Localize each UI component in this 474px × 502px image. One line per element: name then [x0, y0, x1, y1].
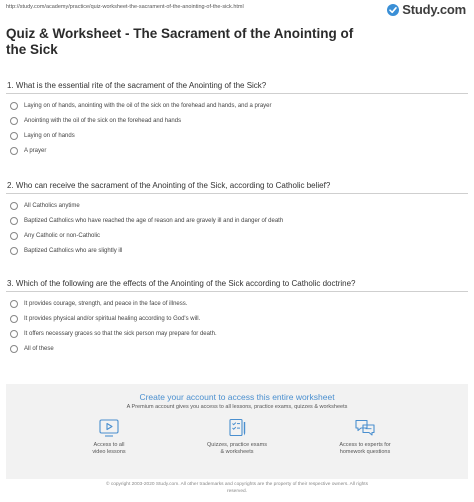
question-2-text: 2. Who can receive the sacrament of the Anointing of the Sick, according to Catholic belief? [7, 181, 331, 190]
question-3-option-4[interactable] [6, 341, 468, 356]
divider [6, 193, 468, 194]
option-label: Laying on of hands [24, 132, 75, 139]
radio-button[interactable] [10, 202, 18, 210]
question-1-option-4[interactable] [6, 143, 468, 158]
option-label: Baptized Catholics who are slightly ill [24, 247, 123, 254]
radio-button[interactable] [10, 147, 18, 155]
quizzes-worksheets-icon [226, 418, 248, 438]
radio-button[interactable] [10, 315, 18, 323]
feature-experts [330, 418, 400, 456]
logo-text: Study.com [402, 2, 466, 17]
question-2-option-4[interactable] [6, 243, 468, 258]
feature-label: Access to all video lessons [92, 442, 126, 455]
option-label: It offers necessary graces so that the sick person may prepare for death. [24, 330, 217, 337]
option-label: It provides courage, strength, and peace in the face of illness. [24, 300, 188, 307]
question-2-option-1[interactable] [6, 198, 468, 213]
radio-button[interactable] [10, 132, 18, 140]
option-label: It provides physical and/or spiritual healing according to God's will. [24, 315, 201, 322]
radio-button[interactable] [10, 300, 18, 308]
option-label: Any Catholic or non-Catholic [24, 232, 101, 239]
option-label: All Catholics anytime [24, 202, 80, 209]
premium-description: A Premium account gives you access to all lessons, practice exams, quizzes & worksheets [126, 404, 348, 410]
radio-button[interactable] [10, 102, 18, 110]
question-2-option-2[interactable] [6, 213, 468, 228]
study-logo-icon [387, 4, 399, 16]
question-3-option-2[interactable] [6, 311, 468, 326]
radio-button[interactable] [10, 217, 18, 225]
study-logo[interactable] [387, 2, 466, 17]
feature-label: Access to experts for homework questions [339, 442, 391, 455]
option-label: All of these [24, 345, 54, 352]
page-title: Quiz & Worksheet - The Sacrament of the Anointing of the Sick [6, 26, 354, 57]
copyright-line-2: reserved. [227, 489, 247, 494]
radio-button[interactable] [10, 330, 18, 338]
option-label: Laying on of hands, anointing with the oil of the sick on the forehead and hands, and a prayer [24, 102, 272, 109]
copyright-footer [0, 481, 474, 495]
question-2-option-3[interactable] [6, 228, 468, 243]
radio-button[interactable] [10, 345, 18, 353]
question-1-text: 1. What is the essential rite of the sacrament of the Anointing of the Sick? [7, 81, 267, 90]
radio-button[interactable] [10, 247, 18, 255]
question-1 [6, 79, 468, 158]
feature-label: Quizzes, practice exams & worksheets [207, 442, 267, 455]
feature-list [6, 418, 468, 456]
radio-button[interactable] [10, 117, 18, 125]
question-1-option-3[interactable] [6, 128, 468, 143]
question-2 [6, 179, 468, 258]
create-account-panel [6, 384, 468, 479]
divider [6, 93, 468, 94]
option-label: Anointing with the oil of the sick on the forehead and hands [24, 117, 182, 124]
question-3 [6, 277, 468, 356]
url-bar: http://study.com/academy/practice/quiz-worksheet-the-sacrament-of-the-anointing-of-the-sick.html [6, 4, 244, 10]
question-3-option-3[interactable] [6, 326, 468, 341]
experts-chat-icon [354, 418, 376, 438]
create-account-link[interactable]: Create your account to access this entire worksheet [139, 392, 335, 402]
feature-video-lessons [74, 418, 144, 456]
feature-quizzes-worksheets [202, 418, 272, 456]
option-label: Baptized Catholics who have reached the age of reason and are gravely ill and in danger of death [24, 217, 284, 224]
video-lessons-icon [98, 418, 120, 438]
radio-button[interactable] [10, 232, 18, 240]
option-label: A prayer [24, 147, 47, 154]
question-1-option-1[interactable] [6, 98, 468, 113]
question-3-option-1[interactable] [6, 296, 468, 311]
question-3-text: 3. Which of the following are the effects of the Anointing of the Sick according to Catholic doctrine? [7, 279, 356, 288]
divider [6, 291, 468, 292]
copyright-line-1: © copyright 2003-2020 Study.com. All other trademarks and copyrights are the property of their respective owners. All rights [105, 482, 369, 487]
question-1-option-2[interactable] [6, 113, 468, 128]
